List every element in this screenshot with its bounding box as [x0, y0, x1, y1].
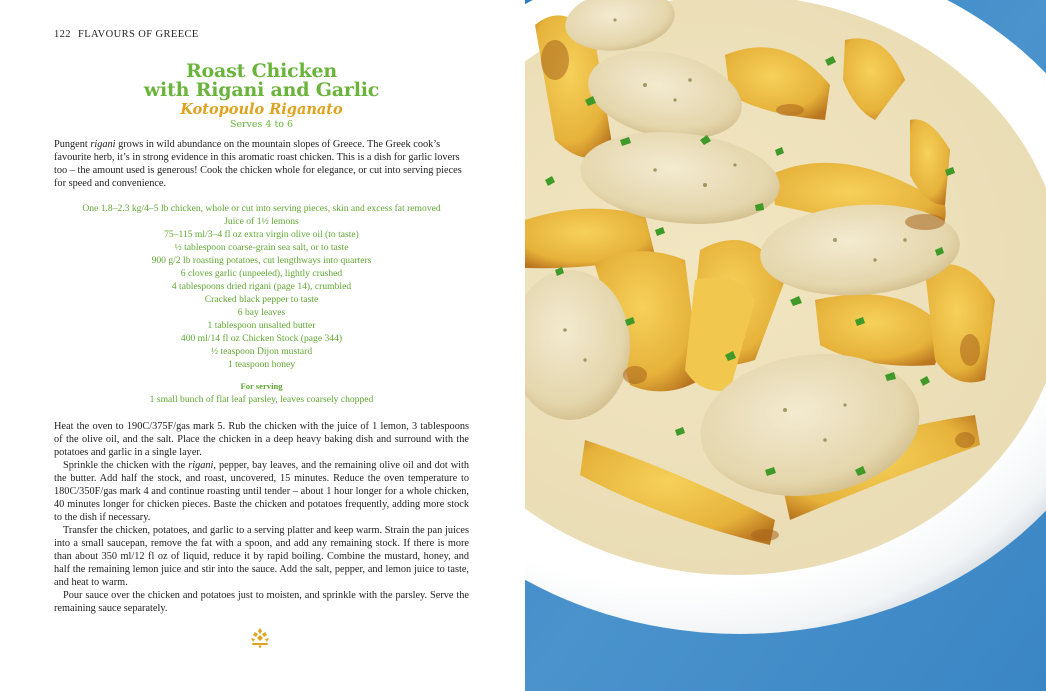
- method-paragraph-1: Heat the oven to 190C/375F/gas mark 5. Rub the chicken with the juice of 1 lemon, 3 tablespoons of the olive oil, and the salt. Place the chicken in a deep heavy baking dish and surround with the potatoes and garlic in a single layer.: [54, 421, 469, 458]
- recipe-title-block: [54, 62, 469, 130]
- method-p2-text-a: Sprinkle the chicken with the: [63, 460, 189, 471]
- intro-text-rigani: rigani: [90, 139, 116, 150]
- method-p2-rigani: rigani: [188, 460, 214, 471]
- method-paragraph-4: Pour sauce over the chicken and potatoes just to moisten, and sprinkle with the parsley. Serve the remaining sauce separately.: [54, 590, 469, 614]
- recipe-method: [54, 420, 469, 615]
- ingredient-item: Juice of 1½ lemons: [224, 216, 299, 227]
- for-serving-heading: For serving: [240, 381, 283, 391]
- ingredient-item: 75–115 ml/3–4 fl oz extra virgin olive oil (to taste): [164, 229, 359, 240]
- ingredient-item: 1 teaspoon honey: [227, 359, 296, 370]
- page-number: 122: [54, 29, 71, 40]
- for-serving-item: 1 small bunch of flat leaf parsley, leaves coarsely chopped: [149, 394, 374, 405]
- recipe-title-line-2: with Rigani and Garlic: [143, 79, 380, 101]
- food-photo: [525, 0, 1046, 691]
- ingredient-item: 6 cloves garlic (unpeeled), lightly crushed: [180, 268, 343, 279]
- method-paragraph-2: [54, 459, 469, 524]
- recipe-title-line-1: Roast Chicken: [185, 60, 338, 82]
- recipe-serves: Serves 4 to 6: [229, 119, 294, 130]
- roast-chicken-photo: [525, 0, 1046, 691]
- ingredient-item: 1 tablespoon unsalted butter: [207, 320, 316, 331]
- book-title: FLAVOURS OF GREECE: [77, 29, 199, 40]
- ingredient-item: ½ teaspoon Dijon mustard: [210, 346, 313, 357]
- intro-text-c: grows in wild abundance on the mountain slopes of Greece. The Greek cook’s favourite herb, it’s in strong evidence in this aromatic roast chicken. This is a dish for garlic lovers too – the amount used is generous! Cook the chicken whole for elegance, or cut into serving pieces for speed and convenience.: [54, 139, 462, 189]
- ornament-icon: [248, 626, 272, 648]
- intro-text-a: Pungent: [54, 139, 91, 150]
- recipe-title: [54, 62, 469, 100]
- ingredient-list: [54, 202, 469, 406]
- ingredient-item: ½ tablespoon coarse-grain sea salt, or to taste: [174, 242, 349, 253]
- recipe-intro: [54, 138, 469, 190]
- ingredient-item: 400 ml/14 fl oz Chicken Stock (page 344): [180, 333, 343, 344]
- ingredient-item: 4 tablespoons dried rigani (page 14), crumbled: [171, 281, 352, 292]
- running-head: [54, 29, 199, 40]
- ingredient-item: One 1.8–2.3 kg/4–5 lb chicken, whole or cut into serving pieces, skin and excess fat removed: [82, 203, 441, 214]
- ingredient-item: Cracked black pepper to taste: [204, 294, 319, 305]
- ingredient-item: 900 g/2 lb roasting potatoes, cut lengthways into quarters: [151, 255, 372, 266]
- method-paragraph-3: Transfer the chicken, potatoes, and garlic to a serving platter and keep warm. Strain the pan juices into a small saucepan, remove the fat with a spoon, and add any remaining stock. If there is more than about 350 ml/12 fl oz of liquid, reduce it by rapid boiling. Combine the mustard, honey, and half the remaining lemon juice and stir into the sauce. Add the salt, pepper, and lemon juice to taste, and heat to warm.: [54, 525, 469, 588]
- recipe-greek-title: Kotopoulo Riganato: [180, 101, 343, 118]
- ingredient-item: 6 bay leaves: [237, 307, 286, 318]
- method-p2-text-c: , pepper, bay leaves, and the remaining olive oil and dot with the butter. Add half the stock, and roast, uncovered, 15 minutes. Reduce the oven temperature to 180C/350F/gas mark 4 and continue roasting until tender – about 1 hour longer for a whole chicken, 40 minutes longer for chicken pieces. Baste the chicken and potatoes frequently, adding more stock to the dish if necessary.: [54, 460, 470, 523]
